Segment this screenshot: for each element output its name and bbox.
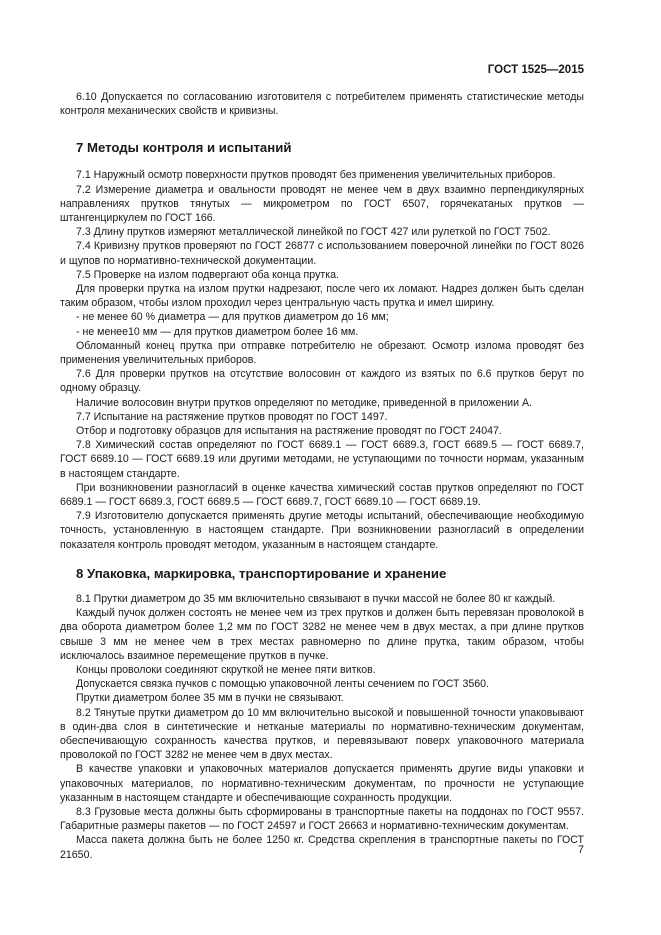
- paragraph: Наличие волосовин внутри прутков определяют по методике, приведенной в приложении А.: [76, 396, 532, 409]
- paragraph: 7.8 Химический состав определяют по ГОСТ 6689.1 — ГОСТ 6689.3, ГОСТ 6689.5 — ГОСТ 6689.7, ГОСТ 6689.10 — ГОСТ 6689.19 или другими методами, не уступающими по точности нормам, указанным в настоящем стандарте.: [60, 439, 584, 480]
- paragraph: 7.2 Измерение диаметра и овальности проводят не менее чем в двух взаимно перпендикулярных направлениях прутков тянутых — микрометром по ГОСТ 6507, горячекатаных прутков — штангенциркулем по ГОСТ 166.: [60, 183, 584, 225]
- paragraph: Концы проволоки соединяют скруткой не менее пяти витков.: [76, 663, 376, 676]
- paragraph: Прутки диаметром более 35 мм в пучки не связывают.: [76, 692, 344, 705]
- list-item: - не менее 60 % диаметра — для прутков диаметром до 16 мм;: [76, 311, 389, 324]
- paragraph: Каждый пучок должен состоять не менее чем из трех прутков и должен быть перевязан проволокой в два оборота диаметром более 1,2 мм по ГОСТ 3282 не менее чем в двух местах, а при длине прутков свыше 3 мм не менее чем в трех местах равномерно по длине прутка, таким образом, чтобы исключалось взаимное перемещение прутков в пучке.: [60, 607, 584, 662]
- page-content: [60, 90, 584, 862]
- paragraph: Обломанный конец прутка при отправке потребителю не обрезают. Осмотр излома проводят без применения увеличительных приборов.: [60, 339, 584, 367]
- paragraph: 7.5 Проверке на излом подвергают оба конца прутка.: [76, 268, 339, 281]
- paragraph: 8.2 Тянутые прутки диаметром до 10 мм включительно высокой и повышенной точности упаковывают в один-два слоя в синтетические и нетканые материалы по нормативно-техническим документам, обеспечивающую сохранность качества прутков, и перевязывают поверх упаковочного материала проволокой по ГОСТ 3282 не менее чем в двух местах.: [60, 706, 584, 762]
- paragraph: В качестве упаковки и упаковочных материалов допускается применять другие виды упаковки и упаковочных материалов, по нормативно-техническим документам, по прочности не уступающие указанным в настоящем стандарте и обеспечивающие сохранность продукции.: [60, 763, 584, 804]
- paragraph: Допускается связка пучков с помощью упаковочной ленты сечением по ГОСТ 3560.: [76, 678, 489, 691]
- paragraph: 7.1 Наружный осмотр поверхности прутков проводят без применения увеличительных приборов.: [76, 169, 556, 182]
- paragraph: 8.3 Грузовые места должны быть сформированы в транспортные пакеты на поддонах по ГОСТ 9557. Габаритные размеры пакетов — по ГОСТ 24597 и ГОСТ 26663 и нормативно-техническим документам.: [60, 805, 584, 833]
- section-7-body: [60, 168, 584, 551]
- paragraph: Отбор и подготовку образцов для испытания на растяжение проводят по ГОСТ 24047.: [76, 425, 502, 438]
- paragraph: 7.4 Кривизну прутков проверяют по ГОСТ 26877 с использованием поверочной линейки по ГОСТ 8026 и щупов по нормативно-технической документации.: [60, 240, 584, 267]
- paragraph: 7.9 Изготовителю допускается применять другие методы испытаний, обеспечивающие необходимую точность, установленную в настоящем стандарте. При возникновении разногласий в определении показателя контроль проводят методом, указанным в настоящем стандарте.: [60, 510, 584, 551]
- paragraph: Для проверки прутка на излом прутки надрезают, после чего их ломают. Надрез должен быть сделан таким образом, чтобы излом проходил через центральную часть прутка и имел ширину.: [60, 283, 584, 310]
- paragraph: 7.6 Для проверки прутков на отсутствие волосовин от каждого из взятых по 6.6 прутков берут по одному образцу.: [60, 368, 584, 395]
- paragraph: Масса пакета должна быть не более 1250 кг. Средства скрепления в транспортные пакеты по ГОСТ 21650.: [60, 834, 584, 861]
- list-item: - не менее10 мм — для прутков диаметром более 16 мм.: [76, 325, 359, 338]
- section-8-body: [60, 592, 584, 862]
- paragraph: 7.3 Длину прутков измеряют металлической линейкой по ГОСТ 427 или рулеткой по ГОСТ 7502.: [76, 226, 551, 239]
- page-number: 7: [577, 844, 584, 856]
- paragraph: 8.1 Прутки диаметром до 35 мм включительно связывают в пучки массой не более 80 кг каждый.: [76, 592, 556, 605]
- paragraph: При возникновении разногласий в оценке качества химический состав прутков определяют по ГОСТ 6689.1 — ГОСТ 6689.3, ГОСТ 6689.5 — ГОСТ 6689.7, ГОСТ 6689.10 — ГОСТ 6689.19.: [60, 481, 584, 509]
- standard-header: ГОСТ 1525—2015: [487, 64, 584, 76]
- paragraph-6-10: 6.10 Допускается по согласованию изготовителя с потребителем применять статистические методы контроля механических свойств и кривизны.: [60, 91, 584, 118]
- section-8-title: 8 Упаковка, маркировка, транспортирование и хранение: [76, 565, 447, 581]
- section-7-title: 7 Методы контроля и испытаний: [76, 140, 292, 156]
- paragraph: 7.7 Испытание на растяжение прутков проводят по ГОСТ 1497.: [76, 410, 388, 423]
